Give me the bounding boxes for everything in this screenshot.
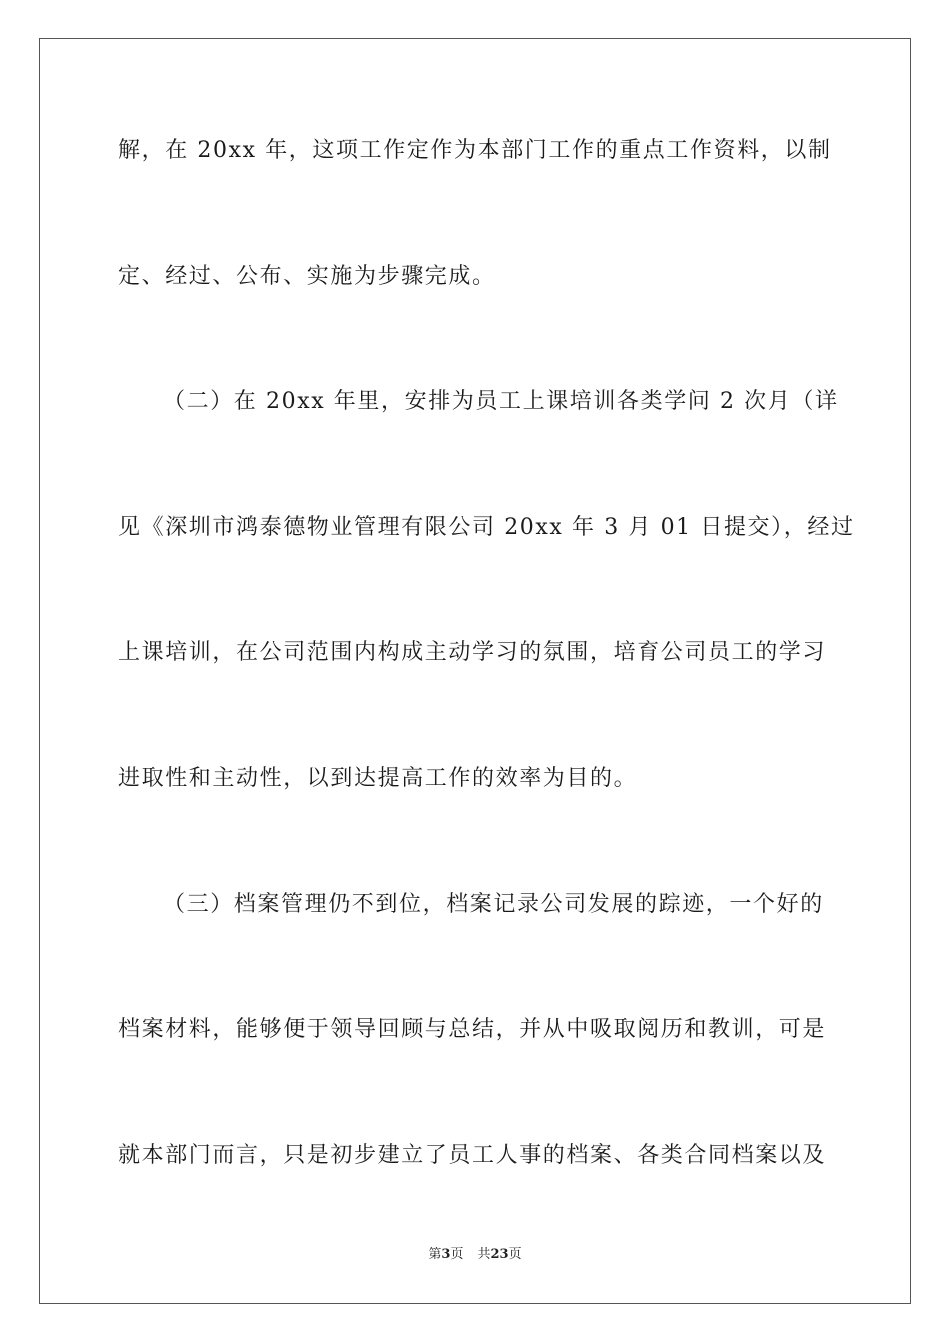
total-pages: 23	[490, 1247, 509, 1262]
paragraph-line-6: 进取性和主动性，以到达提高工作的效率为目的。	[118, 766, 638, 791]
page-suffix: 页	[450, 1247, 464, 1262]
paragraph-line-4: 见《深圳市鸿泰德物业管理有限公司 20xx 年 3 月 01 日提交），经过	[118, 515, 855, 540]
page-border	[39, 38, 911, 1304]
paragraph-line-9: 就本部门而言，只是初步建立了员工人事的档案、各类合同档案以及	[118, 1143, 827, 1168]
paragraph-line-5: 上课培训，在公司范围内构成主动学习的氛围，培育公司员工的学习	[118, 640, 827, 665]
total-prefix: 共	[477, 1247, 491, 1262]
paragraph-line-8: 档案材料，能够便于领导回顾与总结，并从中吸取阅历和教训，可是	[118, 1017, 827, 1042]
page-prefix: 第	[428, 1247, 442, 1262]
paragraph-line-3: （二）在 20xx 年里，安排为员工上课培训各类学问 2 次月（详	[163, 389, 839, 414]
paragraph-line-1: 解，在 20xx 年，这项工作定作为本部门工作的重点工作资料，以制	[118, 138, 832, 163]
page-footer	[0, 1246, 950, 1264]
total-suffix: 页	[508, 1247, 522, 1262]
paragraph-line-7: （三）档案管理仍不到位，档案记录公司发展的踪迹，一个好的	[163, 892, 824, 917]
paragraph-line-2: 定、经过、公布、实施为步骤完成。	[118, 264, 496, 289]
page-number: 3	[441, 1247, 451, 1262]
